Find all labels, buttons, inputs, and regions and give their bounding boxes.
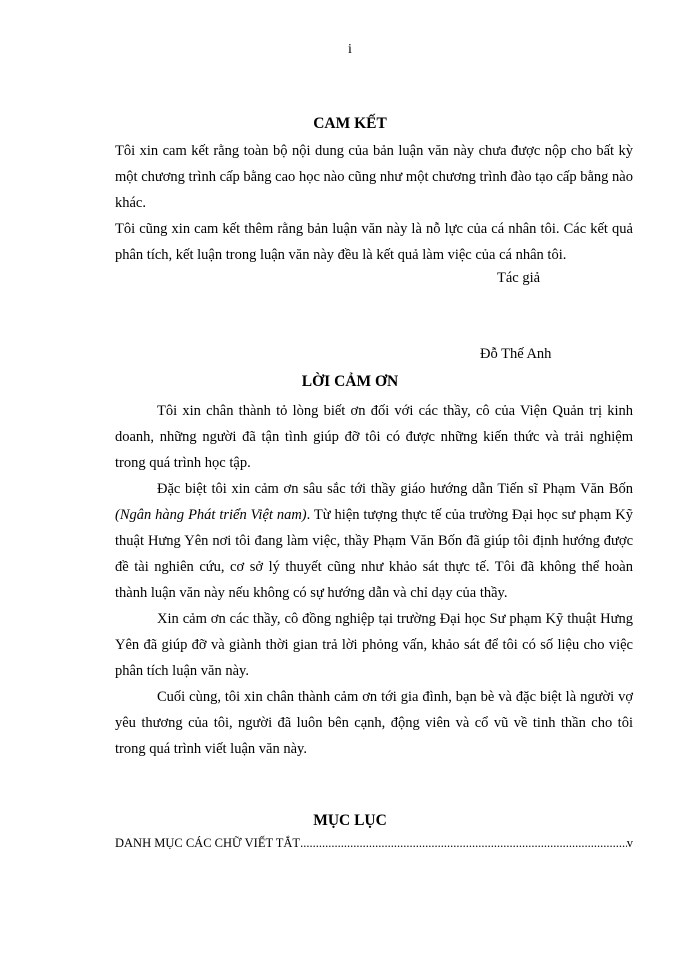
thanks-paragraph-2-start: Đặc biệt tôi xin cảm ơn sâu sắc tới thầy giáo hướng dẫn Tiến sĩ Phạm Văn Bốn xyxy=(157,481,633,497)
advisor-affiliation: (Ngân hàng Phát triển Việt nam) xyxy=(115,507,307,523)
page-number: i xyxy=(348,42,352,57)
toc-leader-dots xyxy=(300,836,627,851)
thanks-paragraph-2 xyxy=(115,476,633,606)
thanks-paragraph-2-end: . Từ hiện tượng thực tế của trường Đại học sư phạm Kỹ thuật Hưng Yên nơi tôi đang làm việc, thầy Phạm Văn Bốn đã giúp tôi định hướng được đề tài nghiên cứu, cơ sở lý thuyết cũng như khảo sát thực tế. Tôi đã không thể hoàn thành luận văn này nếu không có sự hướng dẫn và chỉ dạy của thầy. xyxy=(115,507,633,601)
thanks-body xyxy=(115,398,633,762)
signature-role: Tác giả xyxy=(497,270,541,286)
toc-heading: MỤC LỤC xyxy=(313,812,387,829)
commitment-body xyxy=(115,138,633,268)
commitment-paragraph-1: Tôi xin cam kết rằng toàn bộ nội dung của bản luận văn này chưa được nộp cho bất kỳ một chương trình cấp bằng cao học nào cũng như một chương trình đào tạo cấp bằng nào khác. xyxy=(115,143,633,211)
toc-entry[interactable] xyxy=(115,836,633,851)
toc-entry-page: v xyxy=(626,836,633,850)
thanks-paragraph-1: Tôi xin chân thành tỏ lòng biết ơn đối với các thầy, cô của Viện Quản trị kinh doanh, những người đã tận tình giúp đỡ tôi có được những kiến thức và trải nghiệm trong quá trình học tập. xyxy=(115,403,633,471)
thanks-paragraph-4: Cuối cùng, tôi xin chân thành cảm ơn tới gia đình, bạn bè và đặc biệt là người vợ yêu thương của tôi, người đã luôn bên cạnh, động viên và cổ vũ về tinh thần cho tôi trong quá trình viết luận văn này. xyxy=(115,689,633,757)
thanks-heading: LỜI CẢM ƠN xyxy=(301,373,399,390)
signature-name: Đỗ Thế Anh xyxy=(480,346,552,362)
thanks-paragraph-3: Xin cảm ơn các thầy, cô đồng nghiệp tại trường Đại học Sư phạm Kỹ thuật Hưng Yên đã giúp đỡ và giành thời gian trả lời phỏng vấn, khảo sát để tôi có số liệu cho việc phân tích luận văn này. xyxy=(115,611,633,679)
toc-entry-label: DANH MỤC CÁC CHỮ VIẾT TẮT xyxy=(115,836,301,850)
commitment-paragraph-2: Tôi cũng xin cam kết thêm rằng bản luận văn này là nỗ lực của cá nhân tôi. Các kết quả phân tích, kết luận trong luận văn này đều là kết quả làm việc của cá nhân tôi. xyxy=(115,221,633,263)
commitment-heading: CAM KẾT xyxy=(313,115,387,132)
